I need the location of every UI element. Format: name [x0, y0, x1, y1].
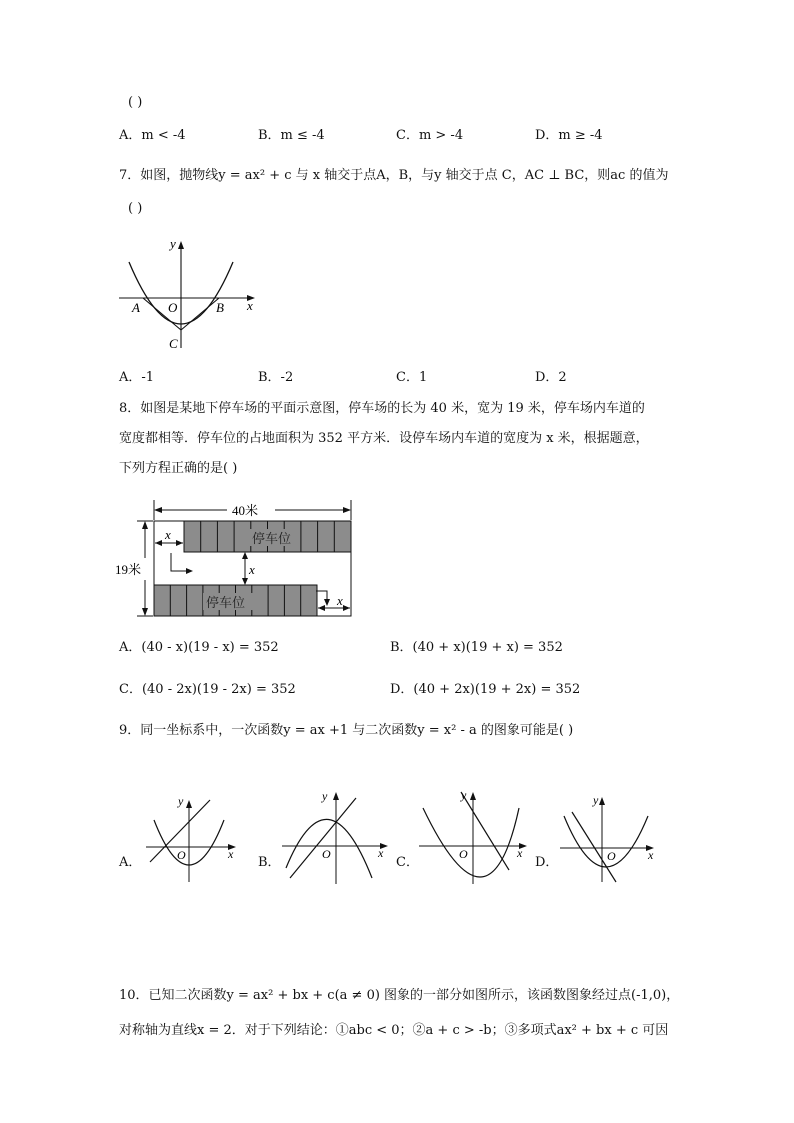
q9-d-label-x: x [648, 848, 654, 862]
q9-c-parabola [423, 808, 519, 877]
q7-option-d[interactable]: D．2 [535, 370, 567, 385]
q6-paren: ( ) [128, 95, 143, 110]
q9-c-label-y: y [461, 788, 467, 802]
q8-option-a[interactable]: A．(40 - x)(19 - x) = 352 [119, 640, 279, 655]
q8-parking-figure [115, 498, 365, 623]
q8-width-label: 19米 [115, 562, 142, 577]
q7-label-c: C [169, 336, 178, 351]
q8-option-c[interactable]: C．(40 - 2x)(19 - 2x) = 352 [119, 682, 296, 697]
q6-option-c[interactable]: C．m > -4 [396, 128, 464, 143]
q9-d-label-y: y [593, 793, 599, 807]
q7-option-a[interactable]: A．-1 [119, 370, 155, 385]
q8-length-label: 40米 [232, 503, 259, 518]
q8-line-2: 宽度都相等．停车位的占地面积为 352 平方米．设停车场内车道的宽度为 x 米，根据题意， [119, 431, 649, 446]
q9-option-c-letter[interactable]: C． [396, 855, 419, 870]
q7-stem: 7．如图，抛物线y = ax² + c 与 x 轴交于点A，B，与y 轴交于点 C，AC ⊥ BC，则ac 的值为 [119, 168, 669, 183]
q7-y-arrow [178, 241, 184, 249]
q7-label-b: B [216, 300, 224, 315]
q8-x-label-bottom-right: x [337, 593, 343, 608]
q9-option-d-letter[interactable]: D． [535, 855, 559, 870]
q7-label-x: x [247, 298, 253, 313]
q9-a-label-y: y [178, 794, 184, 808]
q9-a-label-x: x [228, 847, 234, 861]
q9-c-line [461, 792, 509, 870]
q9-stem: 9．同一坐标系中，一次函数y = ax +1 与二次函数y = x² - a 的图象可能是( ) [119, 723, 574, 738]
q7-label-a: A [132, 300, 140, 315]
q9-c-label-o: O [459, 847, 468, 861]
q9-b-label-o: O [322, 847, 331, 861]
q7-parabola-figure [115, 236, 265, 356]
q10-line-1: 10．已知二次函数y = ax² + bx + c(a ≠ 0) 图象的一部分如图所示，该函数图象经过点(-1,0)， [119, 988, 680, 1003]
q8-top-slot-label: 停车位 [252, 531, 292, 546]
q8-option-b[interactable]: B．(40 + x)(19 + x) = 352 [390, 640, 563, 655]
q8-x-label-top-left: x [165, 527, 171, 542]
q9-d-label-o: O [607, 849, 616, 863]
q8-line-1: 8．如图是某地下停车场的平面示意图，停车场的长为 40 米，宽为 19 米，停车场内车道的 [119, 401, 645, 416]
q9-graph-b[interactable] [278, 786, 393, 886]
q8-line-3: 下列方程正确的是( ) [119, 461, 238, 476]
q9-option-a-letter[interactable]: A． [119, 855, 142, 870]
q9-graph-c[interactable] [415, 786, 533, 886]
q9-c-label-x: x [517, 846, 523, 860]
q6-option-b[interactable]: B．m ≤ -4 [258, 128, 325, 143]
q9-graph-d[interactable] [556, 790, 660, 885]
q6-option-d[interactable]: D．m ≥ -4 [535, 128, 603, 143]
q9-d-parabola [564, 816, 648, 867]
q9-d-line [572, 812, 616, 882]
q10-line-2: 对称轴为直线x = 2．对于下列结论：①abc < 0；②a + c > -b；③多项式ax² + bx + c 可因 [119, 1023, 669, 1038]
q7-option-b[interactable]: B．-2 [258, 370, 294, 385]
q6-option-a[interactable]: A．m < -4 [119, 128, 186, 143]
q8-bottom-slot-label: 停车位 [206, 595, 246, 610]
q9-a-label-o: O [177, 848, 186, 862]
q7-option-c[interactable]: C．1 [396, 370, 428, 385]
q8-option-d[interactable]: D．(40 + 2x)(19 + 2x) = 352 [390, 682, 581, 697]
q7-paren: ( ) [128, 201, 143, 216]
q7-segment-bc [181, 298, 219, 330]
q9-b-label-y: y [322, 789, 328, 803]
q9-option-b-letter[interactable]: B． [258, 855, 281, 870]
q9-graph-a[interactable] [140, 792, 240, 887]
q7-label-y: y [170, 236, 176, 251]
q7-label-o: O [168, 300, 178, 315]
q8-x-label-middle: x [249, 562, 255, 577]
q9-b-line [290, 798, 356, 878]
q9-b-label-x: x [378, 846, 384, 860]
